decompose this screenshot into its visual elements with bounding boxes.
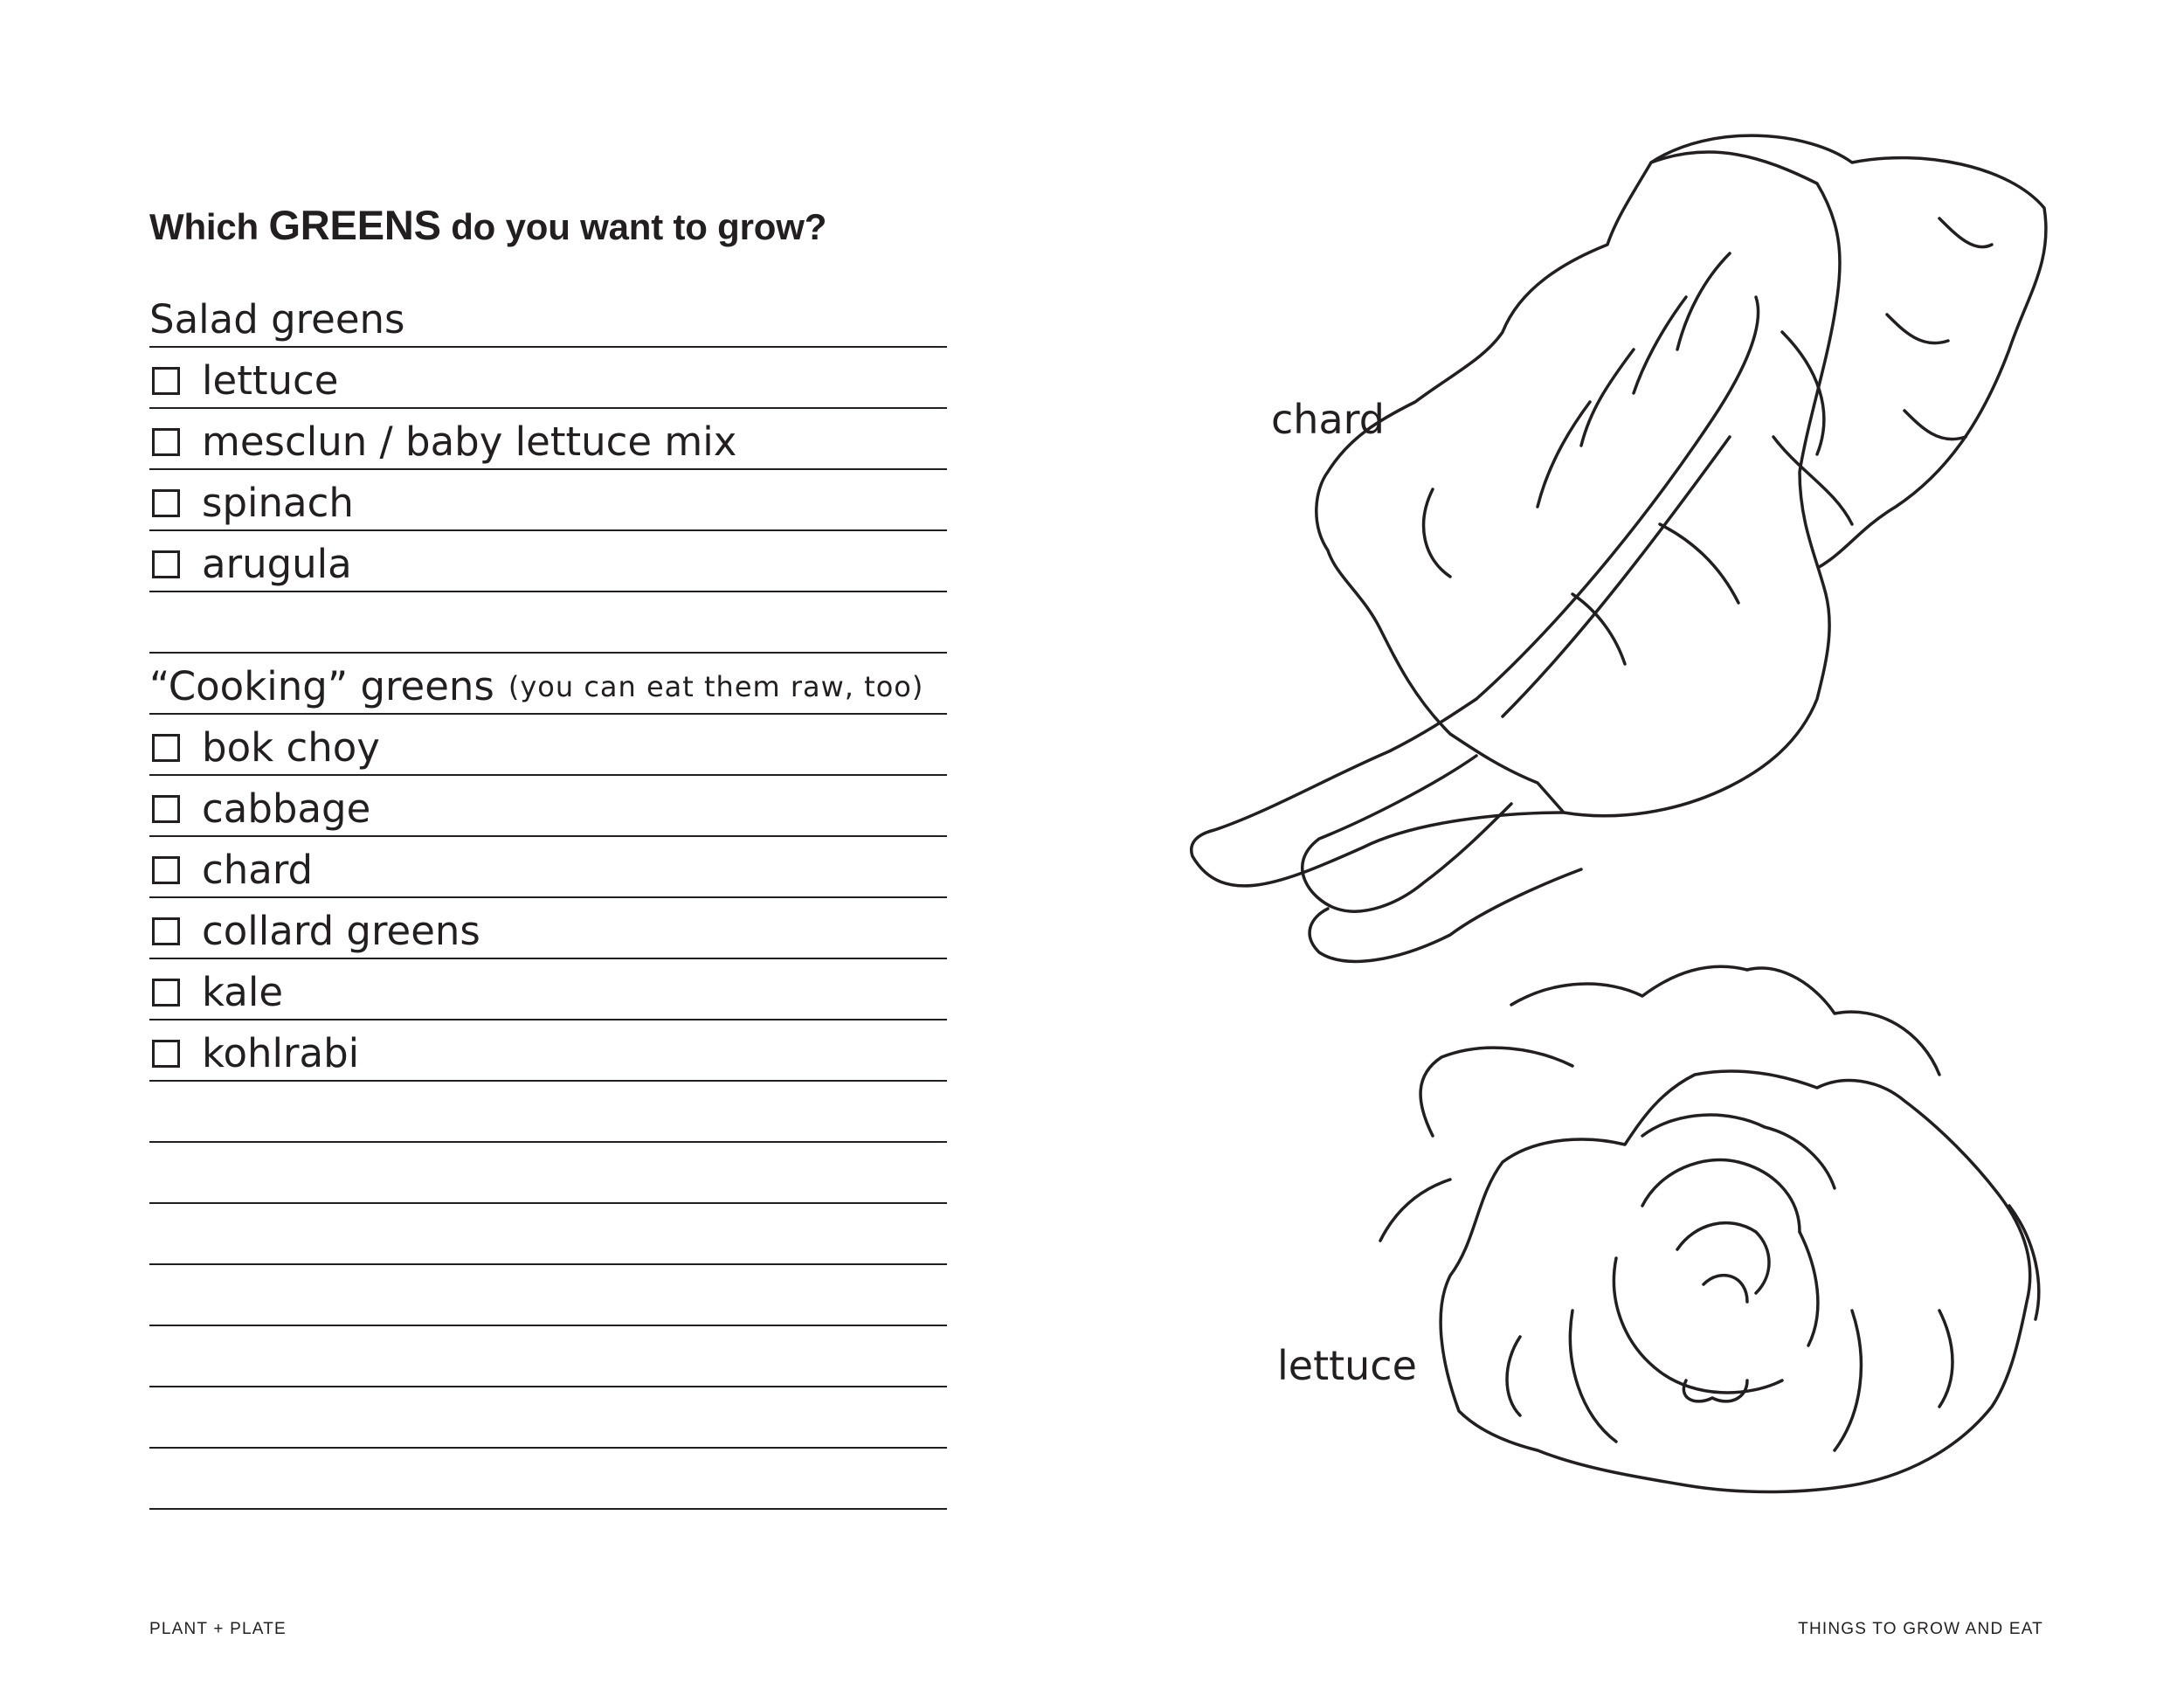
heading-emphasis: GREENS: [268, 202, 441, 248]
footer-left: PLANT + PLATE: [149, 1620, 287, 1638]
item-label: lettuce: [202, 357, 339, 404]
item-label: cabbage: [202, 785, 371, 832]
lettuce-illustration: [1380, 966, 2039, 1491]
item-label: spinach: [202, 480, 354, 526]
heading-pre: Which: [149, 206, 269, 247]
salad-greens-title: Salad greens: [149, 296, 405, 342]
item-label: collard greens: [202, 908, 480, 954]
item-label: chard: [202, 847, 314, 893]
cooking-greens-title: “Cooking” greens: [149, 663, 494, 709]
item-label: mesclun / baby lettuce mix: [202, 419, 737, 465]
item-label: arugula: [202, 541, 352, 587]
item-label: kohlrabi: [202, 1030, 360, 1076]
item-label: kale: [202, 969, 284, 1015]
chard-label: chard: [1271, 396, 1385, 443]
cooking-greens-note: (you can eat them raw, too): [508, 670, 924, 703]
chard-illustration: [1192, 135, 2046, 961]
heading-post: do you want to grow?: [440, 206, 827, 247]
footer-right: THINGS TO GROW AND EAT: [1798, 1620, 2043, 1638]
item-label: bok choy: [202, 724, 380, 771]
lettuce-label: lettuce: [1277, 1342, 1417, 1389]
